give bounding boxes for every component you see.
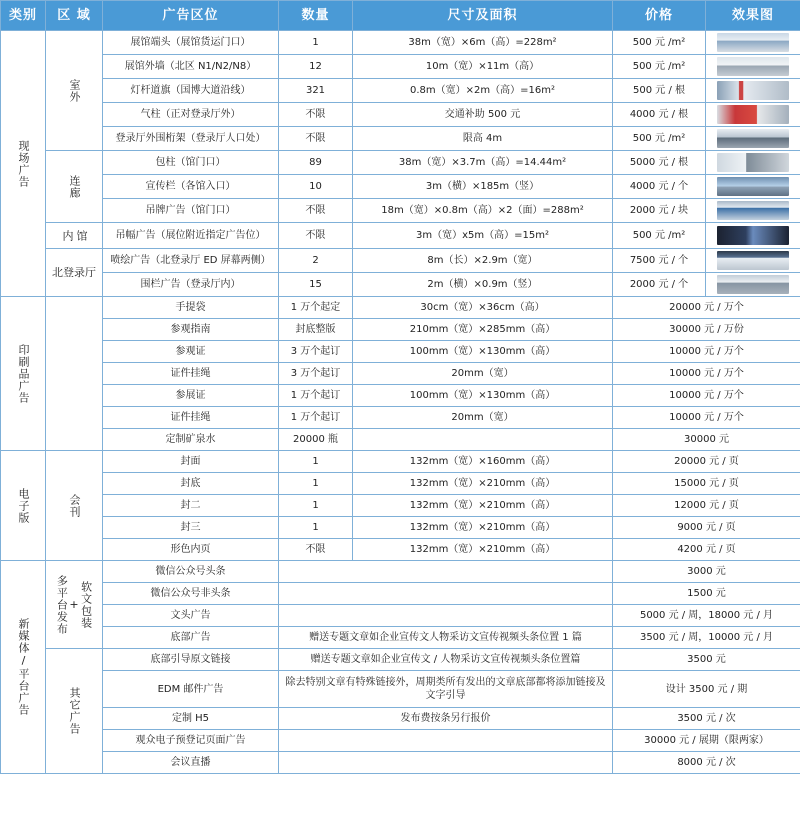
- ad-position: 定制矿泉水: [103, 429, 279, 451]
- header-price: 价格: [613, 1, 706, 31]
- region-indoor: 馆内: [46, 223, 103, 249]
- ad-position: 形色内页: [103, 539, 279, 561]
- effect-image-cell: [706, 127, 800, 151]
- ad-quantity: 1: [279, 495, 353, 517]
- ad-position: 喷绘广告（北登录厅 ED 屏幕两侧）: [103, 249, 279, 273]
- table-row: [1, 451, 800, 473]
- ad-quantity: 1 万个起定: [279, 297, 353, 319]
- ad-position: 微信公众号头条: [103, 561, 279, 583]
- category-newmedia: 新媒体/平台广告: [1, 561, 46, 774]
- ad-size: 3m（横）×185m（竖）: [353, 175, 613, 199]
- ad-price: 20000 元 / 页: [613, 451, 800, 473]
- plus-sign: +: [69, 598, 79, 611]
- ad-position: 底部引导原文链接: [103, 649, 279, 671]
- ad-price: 3000 元: [613, 561, 800, 583]
- effect-image-cell: [706, 103, 800, 127]
- header-category: 类别: [1, 1, 46, 31]
- ad-position: 证件挂绳: [103, 363, 279, 385]
- ad-quantity: 不限: [279, 199, 353, 223]
- effect-image-cell: [706, 223, 800, 249]
- ad-position: 参观指南: [103, 319, 279, 341]
- pillar-wrap-photo: [717, 153, 789, 172]
- table-row: [1, 429, 800, 451]
- ad-size: 20mm（宽）: [353, 407, 613, 429]
- table-row: [1, 649, 800, 671]
- region-multi-label: 多平台发布: [55, 574, 69, 635]
- ad-price: 500 元 /m²: [613, 127, 706, 151]
- ad-position: 封二: [103, 495, 279, 517]
- ad-position: 吊牌广告（馆门口）: [103, 199, 279, 223]
- table-row: [1, 407, 800, 429]
- table-row: [1, 363, 800, 385]
- ad-price: 8000 元 / 次: [613, 752, 800, 774]
- ad-size: [353, 429, 613, 451]
- ad-quantity: 封底整版: [279, 319, 353, 341]
- table-row: [1, 79, 800, 103]
- effect-image-cell: [706, 249, 800, 273]
- table-row: [1, 539, 800, 561]
- ad-price: 10000 元 / 万个: [613, 385, 800, 407]
- ad-size: 赠送专题文章如企业宣传文人物采访文宣传视频头条位置 1 篇: [279, 627, 613, 649]
- ad-quantity: 1 万个起订: [279, 407, 353, 429]
- table-row: [1, 127, 800, 151]
- table-row: [1, 495, 800, 517]
- region-corridor: 连廊: [46, 151, 103, 223]
- table-row: [1, 319, 800, 341]
- category-onsite: 现场广告: [1, 31, 46, 297]
- ad-price: 10000 元 / 万个: [613, 363, 800, 385]
- ad-size: 38m（宽）×3.7m（高）=14.44m²: [353, 151, 613, 175]
- table-row: [1, 583, 800, 605]
- region-softpkg-label: 软文包装: [79, 580, 93, 629]
- ad-position: 展馆外墙（北区 N1/N2/N8）: [103, 55, 279, 79]
- ad-quantity: 3 万个起订: [279, 341, 353, 363]
- category-electronic: 电子版: [1, 451, 46, 561]
- ad-price: 2000 元 / 块: [613, 199, 706, 223]
- category-print: 印刷品广告: [1, 297, 46, 451]
- ad-quantity: 10: [279, 175, 353, 199]
- table-row: [1, 730, 800, 752]
- table-row: [1, 175, 800, 199]
- ad-position: 封面: [103, 451, 279, 473]
- ad-size: 18m（宽）×0.8m（高）×2（面）=288m²: [353, 199, 613, 223]
- ad-quantity: 1: [279, 31, 353, 55]
- ad-position: 手提袋: [103, 297, 279, 319]
- ad-size: 8m（长）×2.9m（宽）: [353, 249, 613, 273]
- table-row: [1, 151, 800, 175]
- header-effect: 效果图: [706, 1, 800, 31]
- table-row: [1, 223, 800, 249]
- ad-size: 100mm（宽）×130mm（高）: [353, 341, 613, 363]
- ad-price: 30000 元 / 展期（限两家）: [613, 730, 800, 752]
- table-row: [1, 55, 800, 79]
- ad-quantity: 1: [279, 517, 353, 539]
- effect-image-cell: [706, 175, 800, 199]
- table-row: [1, 605, 800, 627]
- ad-price: 500 元 /m²: [613, 31, 706, 55]
- ad-price: 12000 元 / 页: [613, 495, 800, 517]
- ad-price: 5000 元 / 周，18000 元 / 月: [613, 605, 800, 627]
- ad-position: 参观证: [103, 341, 279, 363]
- table-row: [1, 199, 800, 223]
- ad-size: 交通补助 500 元: [353, 103, 613, 127]
- effect-image-cell: [706, 79, 800, 103]
- ad-price: 3500 元 / 周，10000 元 / 月: [613, 627, 800, 649]
- ad-price: 4000 元 / 根: [613, 103, 706, 127]
- header-position: 广告区位: [103, 1, 279, 31]
- region-north-hall: 北登录厅: [46, 249, 103, 297]
- ad-size: 2m（横）×0.9m（竖）: [353, 273, 613, 297]
- ad-position: 封三: [103, 517, 279, 539]
- ad-quantity: 15: [279, 273, 353, 297]
- table-row: [1, 473, 800, 495]
- ad-size: 3m（宽）x5m（高）=15m²: [353, 223, 613, 249]
- bulletin-board-photo: [717, 177, 789, 196]
- ad-size: 30cm（宽）×36cm（高）: [353, 297, 613, 319]
- ad-size: [279, 583, 613, 605]
- ad-price: 3500 元 / 次: [613, 708, 800, 730]
- ad-quantity: 1: [279, 473, 353, 495]
- ad-position: 证件挂绳: [103, 407, 279, 429]
- effect-image-cell: [706, 31, 800, 55]
- ad-price: 15000 元 / 页: [613, 473, 800, 495]
- ad-price: 2000 元 / 个: [613, 273, 706, 297]
- table-row: [1, 627, 800, 649]
- table-row: [1, 671, 800, 708]
- region-empty: [46, 297, 103, 451]
- ad-quantity: 不限: [279, 539, 353, 561]
- ad-quantity: 321: [279, 79, 353, 103]
- ad-size: 限高 4m: [353, 127, 613, 151]
- header-size: 尺寸及面积: [353, 1, 613, 31]
- ad-size: 10m（宽）×11m（高）: [353, 55, 613, 79]
- ad-price: 500 元 /m²: [613, 55, 706, 79]
- ad-price: 1500 元: [613, 583, 800, 605]
- effect-image-cell: [706, 273, 800, 297]
- hall-end-photo: [717, 33, 789, 52]
- ad-quantity: 20000 瓶: [279, 429, 353, 451]
- ad-price: 9000 元 / 页: [613, 517, 800, 539]
- ad-position: 灯杆道旗（国博大道沿线）: [103, 79, 279, 103]
- ad-quantity: 不限: [279, 127, 353, 151]
- ad-position: EDM 邮件广告: [103, 671, 279, 708]
- truss-photo: [717, 129, 789, 148]
- table-row: [1, 297, 800, 319]
- ad-quantity: 1: [279, 451, 353, 473]
- table-row: [1, 561, 800, 583]
- inkjet-photo: [717, 251, 789, 270]
- ad-size: 0.8m（宽）×2m（高）=16m²: [353, 79, 613, 103]
- ad-price: 10000 元 / 万个: [613, 407, 800, 429]
- ad-size: 132mm（宽）×210mm（高）: [353, 517, 613, 539]
- region-multi-platform: [46, 561, 103, 649]
- ad-quantity: 3 万个起订: [279, 363, 353, 385]
- ad-quantity: 89: [279, 151, 353, 175]
- region-outdoor: 室外: [46, 31, 103, 151]
- table-row: [1, 31, 800, 55]
- ad-size: 38m（宽）×6m（高）=228m²: [353, 31, 613, 55]
- ad-size: [279, 730, 613, 752]
- table-row: [1, 103, 800, 127]
- ad-size: 除去特别文章有特殊链接外，周期类所有发出的文章底部都将添加链接及文字引导: [279, 671, 613, 708]
- ad-price: 设计 3500 元 / 期: [613, 671, 800, 708]
- ad-position: 封底: [103, 473, 279, 495]
- table-row: [1, 385, 800, 407]
- ad-price: 5000 元 / 根: [613, 151, 706, 175]
- ad-size: 132mm（宽）×160mm（高）: [353, 451, 613, 473]
- ad-position: 围栏广告（登录厅内）: [103, 273, 279, 297]
- table-header-row: [1, 1, 800, 31]
- ad-size: [279, 561, 613, 583]
- ad-size: 132mm（宽）×210mm（高）: [353, 495, 613, 517]
- ad-position: 宣传栏（各馆入口）: [103, 175, 279, 199]
- ad-position: 会议直播: [103, 752, 279, 774]
- ad-size: 132mm（宽）×210mm（高）: [353, 473, 613, 495]
- ad-quantity: 不限: [279, 103, 353, 127]
- ad-price: 500 元 / 根: [613, 79, 706, 103]
- table-row: [1, 752, 800, 774]
- ad-size: [279, 605, 613, 627]
- ad-position: 观众电子预登记页面广告: [103, 730, 279, 752]
- ad-position: 包柱（馆门口）: [103, 151, 279, 175]
- table-row: [1, 249, 800, 273]
- ad-position: 微信公众号非头条: [103, 583, 279, 605]
- ad-price: 500 元 /m²: [613, 223, 706, 249]
- lamp-flag-photo: [717, 81, 789, 100]
- ad-size: 20mm（宽）: [353, 363, 613, 385]
- table-row: [1, 273, 800, 297]
- table-row: [1, 517, 800, 539]
- ad-position: 文头广告: [103, 605, 279, 627]
- effect-image-cell: [706, 199, 800, 223]
- hanging-sign-photo: [717, 201, 789, 220]
- ad-quantity: 12: [279, 55, 353, 79]
- ad-position: 登录厅外围桁架（登录厅人口处）: [103, 127, 279, 151]
- ad-position: 定制 H5: [103, 708, 279, 730]
- region-other: 其它广告: [46, 649, 103, 774]
- ad-size: 100mm（宽）×130mm（高）: [353, 385, 613, 407]
- ad-position: 参展证: [103, 385, 279, 407]
- ad-size: 发布费按条另行报价: [279, 708, 613, 730]
- header-quantity: 数量: [279, 1, 353, 31]
- ad-size: 赠送专题文章如企业宣传文 / 人物采访文宣传视频头条位置篇: [279, 649, 613, 671]
- ad-position: 底部广告: [103, 627, 279, 649]
- table-row: [1, 341, 800, 363]
- ad-quantity: 不限: [279, 223, 353, 249]
- ad-price: 7500 元 / 个: [613, 249, 706, 273]
- fence-photo: [717, 275, 789, 294]
- ad-position: 展馆端头（展馆货运门口）: [103, 31, 279, 55]
- ad-quantity: 1 万个起订: [279, 385, 353, 407]
- effect-image-cell: [706, 55, 800, 79]
- ad-price: 20000 元 / 万个: [613, 297, 800, 319]
- ad-size: 132mm（宽）×210mm（高）: [353, 539, 613, 561]
- ad-position: 吊幅广告（展位附近指定广告位）: [103, 223, 279, 249]
- ad-quantity: 2: [279, 249, 353, 273]
- ad-price: 30000 元: [613, 429, 800, 451]
- outer-wall-photo: [717, 57, 789, 76]
- effect-image-cell: [706, 151, 800, 175]
- banner-photo: [717, 226, 789, 245]
- region-journal: 会刊: [46, 451, 103, 561]
- ad-price: 30000 元 / 万份: [613, 319, 800, 341]
- table-row: [1, 708, 800, 730]
- header-region: 区 域: [46, 1, 103, 31]
- ad-price: 4000 元 / 个: [613, 175, 706, 199]
- ad-price: 10000 元 / 万个: [613, 341, 800, 363]
- ad-price: 3500 元: [613, 649, 800, 671]
- ad-position: 气柱（正对登录厅外）: [103, 103, 279, 127]
- ad-size: 210mm（宽）×285mm（高）: [353, 319, 613, 341]
- ad-size: [279, 752, 613, 774]
- air-column-photo: [717, 105, 789, 124]
- ad-price: 4200 元 / 页: [613, 539, 800, 561]
